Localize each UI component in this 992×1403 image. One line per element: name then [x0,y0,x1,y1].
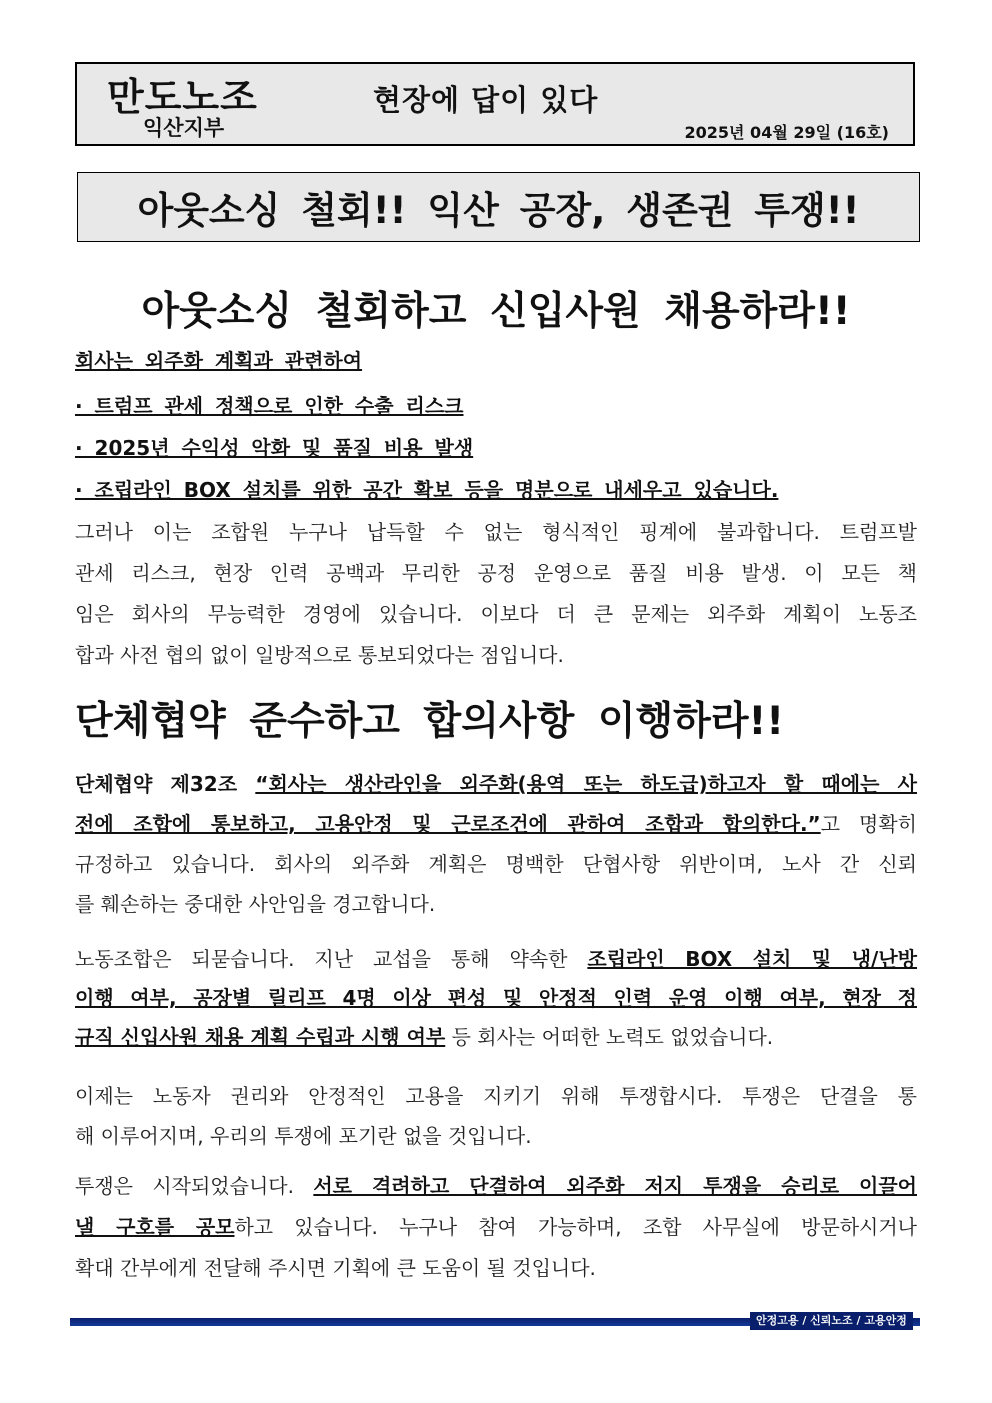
header-slogan: 현장에 답이 있다 [373,83,599,117]
paragraph-text: 고 명확히 [820,812,917,836]
paragraph-line: 이제는 노동자 권리와 안정적인 고용을 지키기 위해 투쟁합시다. 투쟁은 단결을 통 [75,1084,917,1108]
paragraph-text: 투쟁은 시작되었습니다. [75,1174,314,1198]
agreement-quote: “회사는 생산라인을 외주화(용역 또는 하도급)하고자 할 때에는 사 [255,772,917,796]
paragraph-line: 해 이루어지며, 우리의 투쟁에 포기란 없을 것입니다. [75,1124,532,1148]
contest-highlight: 서로 격려하고 단결하여 외주화 저지 투쟁을 승리로 이끌어 [313,1174,917,1198]
paragraph-text: 하고 있습니다. 누구나 참여 가능하며, 조합 사무실에 방문하시거나 [234,1215,917,1239]
agreement-paragraph [75,764,917,924]
demand-highlight: 규직 신입사원 채용 계획 수립과 시행 여부 [75,1025,446,1049]
slogan-contest-paragraph [75,1166,917,1289]
bullet-item: · 2025년 수익성 악화 및 품질 비용 발생 [75,436,474,460]
paragraph-text: 노동조합은 되묻습니다. 지난 교섭을 통해 약속한 [75,947,588,971]
contest-highlight: 낼 구호를 공모 [75,1215,235,1239]
newsletter-header [75,62,915,146]
demand-highlight: 조립라인 BOX 설치 및 냉/난방 [587,947,917,971]
section1-title: 아웃소싱 철회하고 신입사원 채용하라!! [141,289,851,334]
section2-title: 단체협약 준수하고 합의사항 이행하라!! [75,699,785,744]
struggle-paragraph [75,1076,917,1156]
agreement-quote: 전에 조합에 통보하고, 고용안정 및 근로조건에 관하여 조합과 합의한다.” [75,812,821,836]
union-name: 만도노조 [107,75,258,119]
demand-highlight: 이행 여부, 공장별 릴리프 4명 이상 편성 및 안정적 인력 운영 이행 여부, 현장 정 [75,986,917,1010]
agreement-article: 단체협약 제32조 [75,772,256,796]
paragraph-line: 합과 사전 협의 없이 일방적으로 통보되었다는 점입니다. [75,643,564,667]
paragraph-line: 임은 회사의 무능력한 경영에 있습니다. 이보다 더 큰 문제는 외주화 계획이 노동조 [75,602,917,626]
paragraph-line: 그러나 이는 조합원 누구나 납득할 수 없는 형식적인 핑계에 불과합니다. 트럼프발 [75,520,917,544]
headline-banner: 아웃소싱 철회!! 익산 공장, 생존권 투쟁!! [77,172,920,242]
paragraph-text: 등 회사는 어떠한 노력도 없었습니다. [445,1025,774,1049]
demands-paragraph [75,940,917,1057]
paragraph-line: 를 훼손하는 중대한 사안임을 경고합니다. [75,892,436,916]
bullet-item: · 조립라인 BOX 설치를 위한 공간 확보 등을 명분으로 내세우고 있습니다. [75,478,779,502]
section1-paragraph [75,512,917,676]
section1-lead: 회사는 외주화 계획과 관련하여 [75,349,363,373]
footer-tag: 안정고용 / 신뢰노조 / 고용안정 [750,1312,913,1330]
bullet-item: · 트럼프 관세 정책으로 인한 수출 리스크 [75,394,464,418]
paragraph-line: 규정하고 있습니다. 회사의 외주화 계획은 명백한 단협사항 위반이며, 노사 간 신뢰 [75,852,917,876]
paragraph-line: 확대 간부에게 전달해 주시면 기획에 큰 도움이 될 것입니다. [75,1256,596,1280]
paragraph-line: 관세 리스크, 현장 인력 공백과 무리한 공정 운영으로 품질 비용 발생. 이 모든 책 [75,561,917,585]
branch-name: 익산지부 [143,116,225,140]
issue-date: 2025년 04월 29일 (16호) [684,123,889,142]
